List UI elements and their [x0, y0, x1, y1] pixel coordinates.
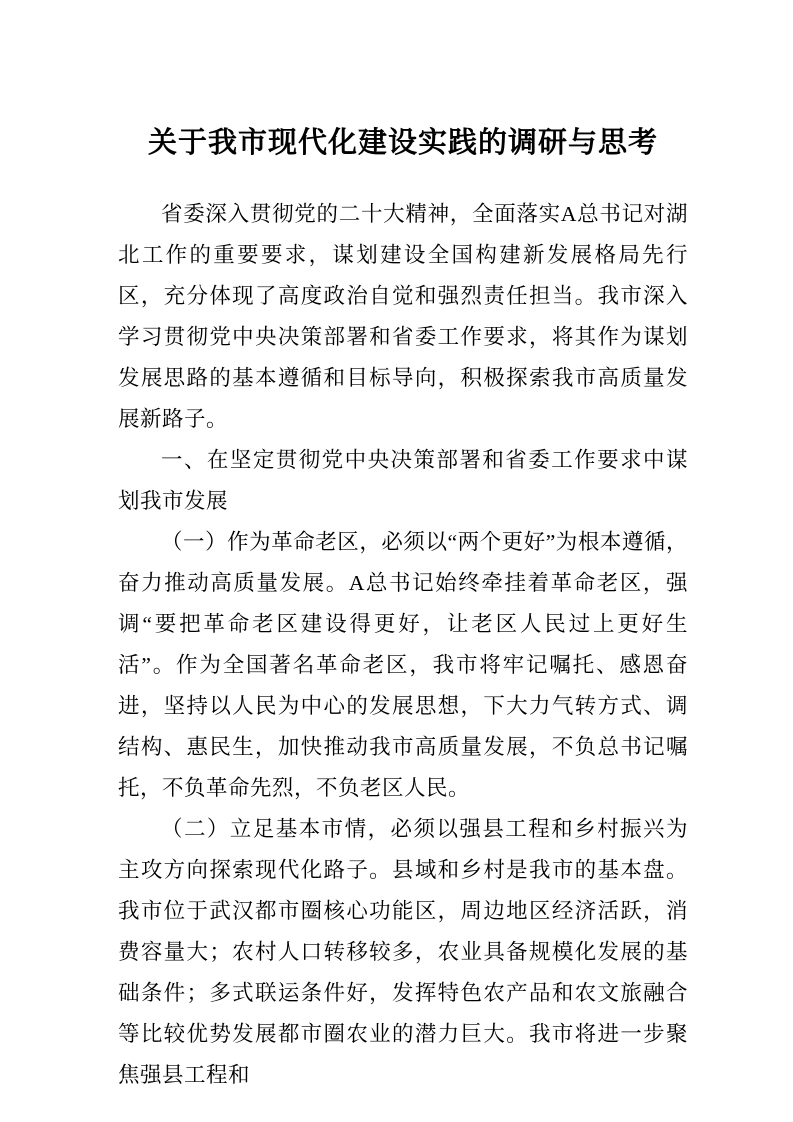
document-body: [118, 194, 688, 1096]
paragraph: （二）立足基本市情，必须以强县工程和乡村振兴为主攻方向探索现代化路子。县域和乡村是我市的基本盘。我市位于武汉都市圈核心功能区，周边地区经济活跃，消费容量大；农村人口转移较多，农业具备规模化发展的基础条件；多式联运条件好，发挥特色农产品和农文旅融合等比较优势发展都市圈农业的潜力巨大。我市将进一步聚焦强县工程和: [118, 817, 688, 1087]
section-heading: 一、在坚定贯彻党中央决策部署和省委工作要求中谋划我市发展: [118, 448, 688, 513]
paragraph: （一）作为革命老区，必须以“两个更好”为根本遵循，奋力推动高质量发展。A总书记始终牵挂着革命老区，强调“要把革命老区建设得更好，让老区人民过上更好生活”。作为全国著名革命老区，我市将牢记嘱托、感恩奋进，坚持以人民为中心的发展思想，下大力气转方式、调结构、惠民生，加快推动我市高质量发展，不负总书记嘱托，不负革命先烈，不负老区人民。: [118, 530, 688, 800]
document-title: 关于我市现代化建设实践的调研与思考: [147, 127, 658, 159]
paragraph: 省委深入贯彻党的二十大精神，全面落实A总书记对湖北工作的重要要求，谋划建设全国构建新发展格局先行区，充分体现了高度政治自觉和强烈责任担当。我市深入学习贯彻党中央决策部署和省委工作要求，将其作为谋划发展思路的基本遵循和目标导向，积极探索我市高质量发展新路子。: [118, 202, 688, 431]
